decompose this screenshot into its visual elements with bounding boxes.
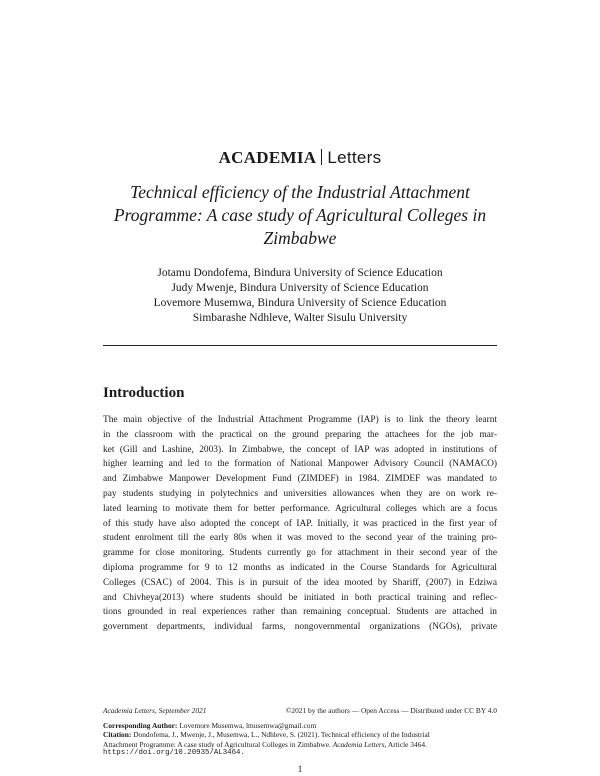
author: Lovemore Musemwa, Bindura University of Science Education (153, 297, 447, 309)
body-line: ket (Gill and Lashine, 2003). In Zimbabwe, the concept of IAP was adopted in institutions of (103, 444, 497, 455)
logo-divider (321, 149, 322, 165)
citation-article: , Article 3464. (384, 739, 427, 749)
page-footer (103, 706, 497, 759)
body-line: and Zimbabwe Manpower Development Fund (ZIMDEF) in 1984. ZIMDEF was mandated to (103, 474, 497, 485)
title-line: Technical efficiency of the Industrial Attachment (130, 182, 470, 202)
body-line: in the classroom with the practical on the ground preparing the attachees for the job mar- (103, 429, 497, 440)
body-line: and Chivheya(2013) where students should be initiated in both practical training and reflec- (103, 592, 497, 603)
citation-label: Citation: (103, 730, 132, 740)
citation-line-1: Dondofema, J., Mwenje, J., Musemwa, L., Ndhleve, S. (2021). Technical efficiency of the Industrial (133, 730, 430, 740)
author: Judy Mwenje, Bindura University of Science Education (171, 282, 429, 294)
body-line: higher learning and led to the formation of National Manpower Advisory Council (NAMACO) (103, 459, 497, 470)
footer-meta-row (103, 706, 497, 716)
body-line: gramme for close monitoring. Students currently go for attachment in their second year of the (103, 548, 497, 559)
citation (103, 730, 497, 740)
author-list (0, 266, 600, 326)
title-line: Programme: A case study of Agricultural Colleges in (113, 205, 487, 225)
citation-continued (103, 740, 497, 750)
citation-line-2: Attachment Programme: A case study of Agricultural Colleges in Zimbabwe. (103, 739, 331, 749)
body-line: student enrolment till the early 80s when it was moved to the second year of the training pro- (103, 533, 497, 544)
page-number: 1 (297, 765, 303, 775)
section-heading: Introduction (103, 385, 185, 401)
body-line: The main objective of the Industrial Attachment Programme (IAP) is to link the theory learnt (103, 415, 497, 425)
logo-letters: Letters (327, 148, 382, 167)
body-line: diploma programme for 9 to 12 months as indicated in the Course Standards for Agricultural (103, 562, 497, 573)
corresponding-author (103, 721, 497, 731)
license-statement: ©2021 by the authors — Open Access — Distributed under CC BY 4.0 (285, 706, 497, 715)
body-line: lated learning to motivate them for better performance. Agricultural colleges which are a focus (103, 503, 497, 514)
citation-journal: Academia Letters (332, 739, 385, 749)
corresponding-author-label: Corresponding Author: (103, 720, 178, 730)
title-line: Zimbabwe (263, 228, 337, 248)
body-line: tions grounded in real experiences rather than remaining conceptual. Students are attached in (103, 607, 497, 618)
body-line: of this study have also adopted the concept of IAP. Initially, it was practiced in the first year of (103, 518, 497, 529)
author: Jotamu Dondofema, Bindura University of Science Education (157, 267, 443, 279)
body-line: government departments, individual farms, nongovernmental organizations (NGOs), private (103, 622, 497, 633)
doi-link[interactable]: https://doi.org/10.20935/AL3464. (103, 749, 245, 758)
author: Simbarashe Ndhleve, Walter Sisulu University (192, 312, 408, 324)
logo-academia: ACADEMIA (218, 148, 317, 167)
journal-issue: Academia Letters, September 2021 (103, 706, 207, 715)
corresponding-author-value: Lovemore Musemwa, lmusemwa@gmail.com (179, 720, 317, 730)
body-line: pay students studying in polytechnics and universities allowances when they are on work re- (103, 488, 497, 499)
header-rule (103, 345, 497, 346)
body-line: Colleges (CSAC) of 2004. This is in pursuit of the idea mooted by Shariff, (2007) in Edziwa (103, 577, 497, 588)
paper-title (90, 181, 510, 250)
body-text (103, 413, 497, 635)
academia-letters-logo (0, 148, 600, 168)
